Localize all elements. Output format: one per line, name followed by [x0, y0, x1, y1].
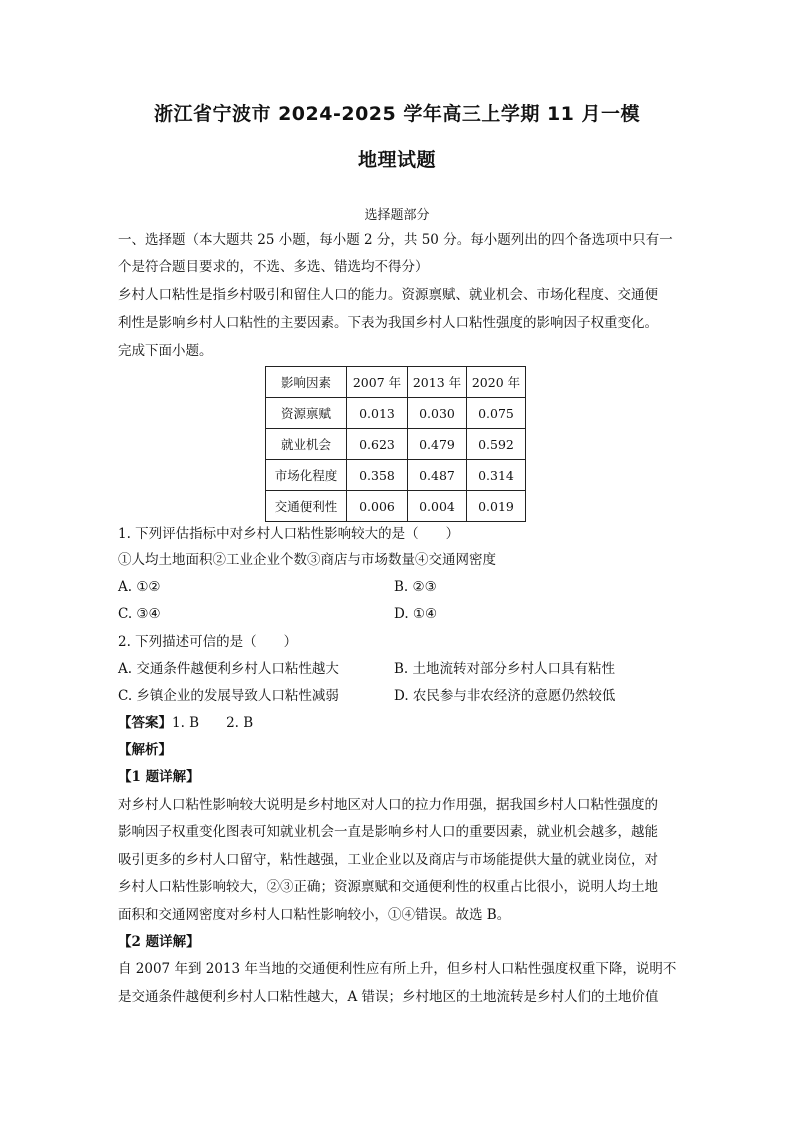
table-cell: 0.004	[408, 491, 467, 522]
instructions-line: 个是符合题目要求的，不选、多选、错选均不得分）	[118, 259, 429, 275]
question-2-option-d[interactable]: D. 农民参与非农经济的意愿仍然较低	[394, 688, 616, 704]
table-cell: 0.358	[347, 460, 408, 491]
question-1-option-b[interactable]: B. ②③	[394, 579, 437, 595]
table-cell: 市场化程度	[266, 460, 347, 491]
table-header-cell: 影响因素	[266, 367, 347, 398]
document-title: 浙江省宁波市 2024-2025 学年高三上学期 11 月一模	[153, 103, 641, 125]
table-header-cell: 2020 年	[467, 367, 526, 398]
document-subtitle: 地理试题	[357, 149, 436, 171]
question-1-stem: 1. 下列评估指标中对乡村人口粘性影响较大的是（ ）	[118, 526, 460, 542]
table-cell: 就业机会	[266, 429, 347, 460]
table-cell: 资源禀赋	[266, 398, 347, 429]
table-row	[266, 398, 526, 429]
passage-line: 利性是影响乡村人口粘性的主要因素。下表为我国乡村人口粘性强度的影响因子权重变化。	[118, 315, 658, 331]
analysis-line: 是交通条件越便利乡村人口粘性越大，A 错误；乡村地区的土地流转是乡村人们的土地价值	[118, 989, 659, 1005]
question-2-option-c[interactable]: C. 乡镇企业的发展导致人口粘性减弱	[118, 688, 339, 704]
passage-line: 乡村人口粘性是指乡村吸引和留住人口的能力。资源禀赋、就业机会、市场化程度、交通便	[118, 287, 658, 303]
answer-line	[118, 713, 688, 733]
table-row	[266, 429, 526, 460]
table-cell: 0.019	[467, 491, 526, 522]
table-header-cell: 2013 年	[408, 367, 467, 398]
section-heading: 选择题部分	[364, 208, 430, 223]
analysis-line: 吸引更多的乡村人口留守，粘性越强，工业企业以及商店与市场能提供大量的就业岗位，对	[118, 852, 658, 868]
table-cell: 0.592	[467, 429, 526, 460]
question-1-option-d[interactable]: D. ①④	[394, 606, 438, 622]
table-row	[266, 460, 526, 491]
analysis-line: 自 2007 年到 2013 年当地的交通便利性应有所上升，但乡村人口粘性强度权重下降，说明不	[118, 961, 677, 977]
q2-detail-label: 【2 题详解】	[118, 934, 200, 950]
factor-weight-table	[265, 366, 526, 522]
question-2-option-a[interactable]: A. 交通条件越便利乡村人口粘性越大	[118, 661, 339, 677]
answer-values: 1. B 2. B	[172, 715, 254, 731]
table-cell: 0.479	[408, 429, 467, 460]
table-cell: 交通便利性	[266, 491, 347, 522]
passage-line: 完成下面小题。	[118, 343, 213, 359]
analysis-line: 面积和交通网密度对乡村人口粘性影响较小，①④错误。故选 B。	[118, 907, 511, 923]
analysis-line: 影响因子权重变化图表可知就业机会一直是影响乡村人口的重要因素，就业机会越多，越能	[118, 824, 658, 840]
table-cell: 0.623	[347, 429, 408, 460]
table-row	[266, 491, 526, 522]
analysis-line: 对乡村人口粘性影响较大说明是乡村地区对人口的拉力作用强，据我国乡村人口粘性强度的	[118, 797, 658, 813]
table-cell: 0.030	[408, 398, 467, 429]
question-1-option-c[interactable]: C. ③④	[118, 606, 161, 622]
q1-detail-label: 【1 题详解】	[118, 769, 200, 785]
question-1-items: ①人均土地面积②工业企业个数③商店与市场数量④交通网密度	[118, 552, 496, 568]
table-header-row	[266, 367, 526, 398]
analysis-label: 【解析】	[118, 742, 172, 758]
table-cell: 0.487	[408, 460, 467, 491]
analysis-line: 乡村人口粘性影响较大，②③正确；资源禀赋和交通便利性的权重占比很小，说明人均土地	[118, 879, 658, 895]
question-2-stem: 2. 下列描述可信的是（ ）	[118, 634, 298, 650]
answer-label: 【答案】	[118, 715, 172, 731]
instructions-line: 一、选择题（本大题共 25 小题，每小题 2 分，共 50 分。每小题列出的四个备选项中只有一	[118, 232, 673, 248]
table-cell: 0.314	[467, 460, 526, 491]
table-cell: 0.013	[347, 398, 408, 429]
question-2-option-b[interactable]: B. 土地流转对部分乡村人口具有粘性	[394, 661, 616, 677]
question-1-option-a[interactable]: A. ①②	[118, 579, 161, 595]
table-header-cell: 2007 年	[347, 367, 408, 398]
table-cell: 0.075	[467, 398, 526, 429]
table-cell: 0.006	[347, 491, 408, 522]
